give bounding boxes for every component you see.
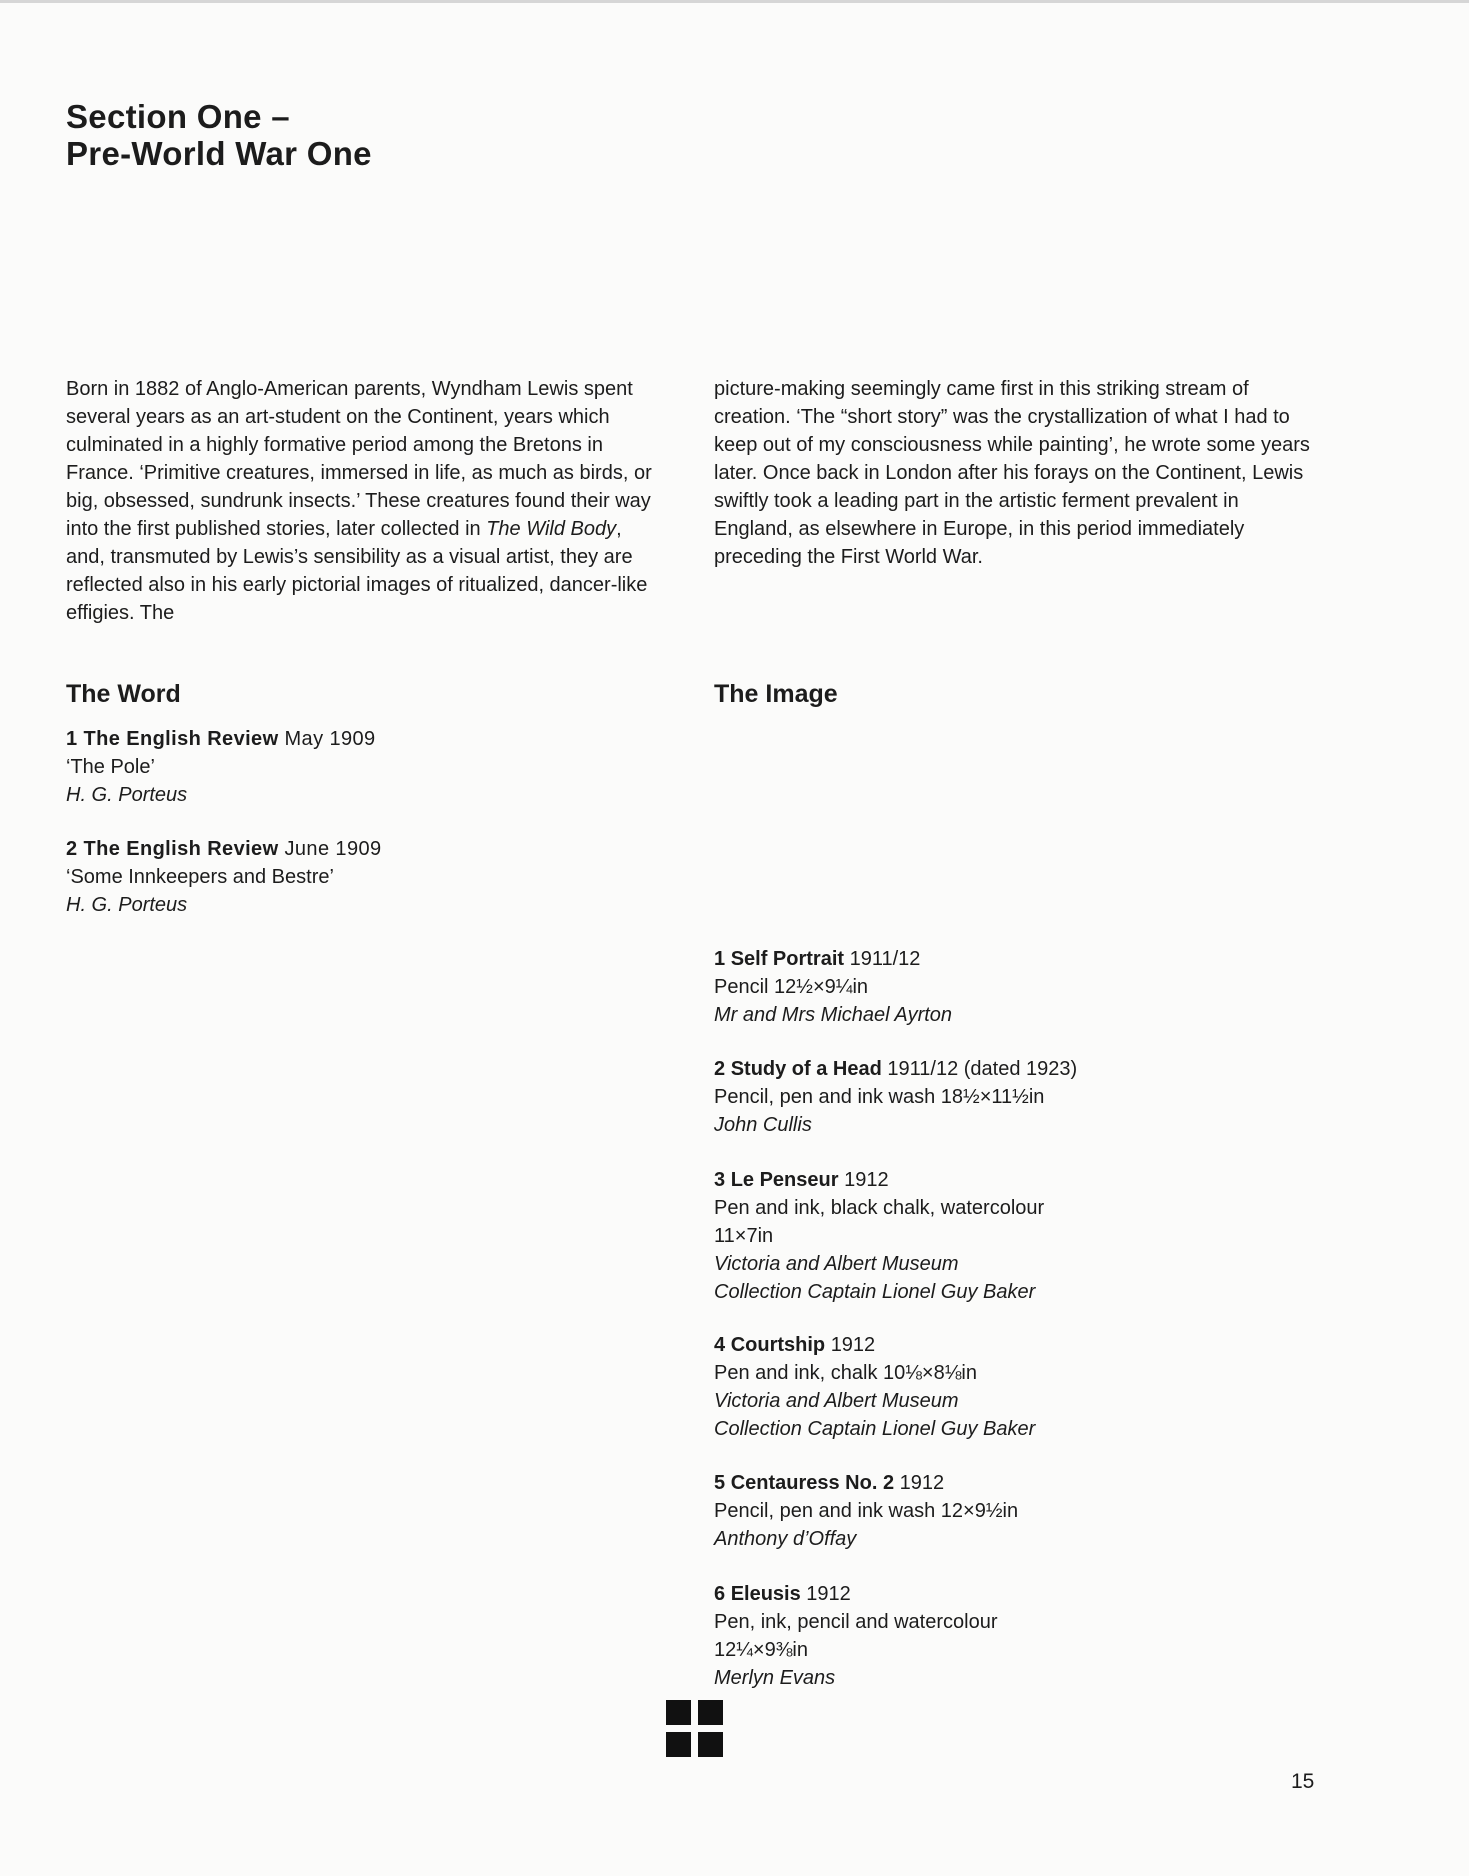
image-entry	[714, 1331, 1354, 1443]
image-entry	[714, 1166, 1354, 1306]
entry-medium: Pencil 12½×9¼in	[714, 976, 869, 998]
entry-date: 1911/12	[849, 948, 921, 970]
entry-lender: Merlyn Evans	[714, 1667, 836, 1689]
entry-title: Courtship	[730, 1334, 826, 1356]
entry-date: 1912	[830, 1334, 876, 1356]
image-entry	[714, 1469, 1354, 1553]
entry-work: ‘The Pole’	[66, 756, 155, 778]
entry-title: Eleusis	[730, 1583, 801, 1605]
entry-date: 1911/12 (dated 1923)	[887, 1058, 1078, 1080]
entry-number: 6	[714, 1583, 726, 1605]
section-title-line-1: Section One –	[66, 98, 290, 135]
image-heading: The Image	[714, 680, 838, 708]
entry-lender: H. G. Porteus	[66, 784, 188, 806]
word-entry	[66, 725, 706, 809]
entry-medium: Pencil, pen and ink wash 12×9½in	[714, 1500, 1019, 1522]
intro-right-column: picture-making seemingly came first in this striking stream of creation. ‘The “short story” was the crystallization of what I had to keep out of my consciousness while painting’, he wrote some years later. Once back in London after his forays on the Continent, Lewis swiftly took a leading part in the artistic ferment prevalent in England, as elsewhere in Europe, in this period immediately preceding the First World War.	[714, 378, 1310, 568]
entry-medium: Pencil, pen and ink wash 18½×11½in	[714, 1086, 1045, 1108]
entry-title: The English Review	[83, 838, 279, 860]
entry-title: Le Penseur	[730, 1169, 839, 1191]
entry-lender: John Cullis	[714, 1114, 812, 1136]
entry-size: 11×7in	[714, 1225, 774, 1247]
entry-lender: Mr and Mrs Michael Ayrton	[714, 1004, 953, 1026]
intro-left-column: Born in 1882 of Anglo-American parents, Wyndham Lewis spent several years as an art-student on the Continent, years which culminated in a highly formative period among the Bretons in France. ‘Primitive creatures, immersed in life, as much as birds, or big, obsessed, sundrunk insects.’ These creatures found their way into the first published stories, later collected in The Wild Body, and, transmuted by Lewis’s sensibility as a visual artist, they are reflected also in his early pictorial images of ritualized, dancer-like effigies. The	[66, 378, 652, 624]
entry-number: 1	[714, 948, 726, 970]
entry-medium: Pen and ink, black chalk, watercolour	[714, 1197, 1045, 1219]
page-edge	[0, 0, 1469, 3]
entry-date: May 1909	[284, 728, 376, 750]
section-title	[66, 98, 372, 172]
entry-collection: Collection Captain Lionel Guy Baker	[714, 1281, 1036, 1303]
entry-lender: Victoria and Albert Museum	[714, 1390, 959, 1412]
entry-size: 12¼×9⅜in	[714, 1639, 808, 1661]
entry-medium: Pen, ink, pencil and watercolour	[714, 1611, 998, 1633]
four-squares-logo-icon	[666, 1700, 724, 1758]
entry-lender: Victoria and Albert Museum	[714, 1253, 959, 1275]
entry-number: 1	[66, 728, 78, 750]
entry-date: 1912	[899, 1472, 945, 1494]
entry-number: 5	[714, 1472, 726, 1494]
word-entry	[66, 835, 706, 919]
entry-work: ‘Some Innkeepers and Bestre’	[66, 866, 334, 888]
entry-number: 2	[714, 1058, 726, 1080]
section-title-line-2: Pre-World War One	[66, 135, 372, 172]
entry-title: Self Portrait	[730, 948, 845, 970]
entry-number: 3	[714, 1169, 726, 1191]
entry-number: 2	[66, 838, 78, 860]
image-entry	[714, 1055, 1354, 1139]
entry-lender: H. G. Porteus	[66, 894, 188, 916]
image-entry	[714, 945, 1354, 1029]
entry-date: June 1909	[284, 838, 382, 860]
image-entry	[714, 1580, 1354, 1692]
entry-lender: Anthony d’Offay	[714, 1528, 857, 1550]
entry-title: The English Review	[83, 728, 279, 750]
entry-date: 1912	[844, 1169, 889, 1191]
page-number: 15	[1291, 1770, 1315, 1793]
entry-collection: Collection Captain Lionel Guy Baker	[714, 1418, 1036, 1440]
entry-title: Study of a Head	[730, 1058, 882, 1080]
entry-number: 4	[714, 1334, 726, 1356]
book-title-the-wild-body: The Wild Body	[486, 518, 617, 540]
entry-medium: Pen and ink, chalk 10⅛×8⅛in	[714, 1362, 977, 1384]
entry-date: 1912	[806, 1583, 851, 1605]
word-heading: The Word	[66, 680, 181, 708]
entry-title: Centauress No. 2	[730, 1472, 895, 1494]
